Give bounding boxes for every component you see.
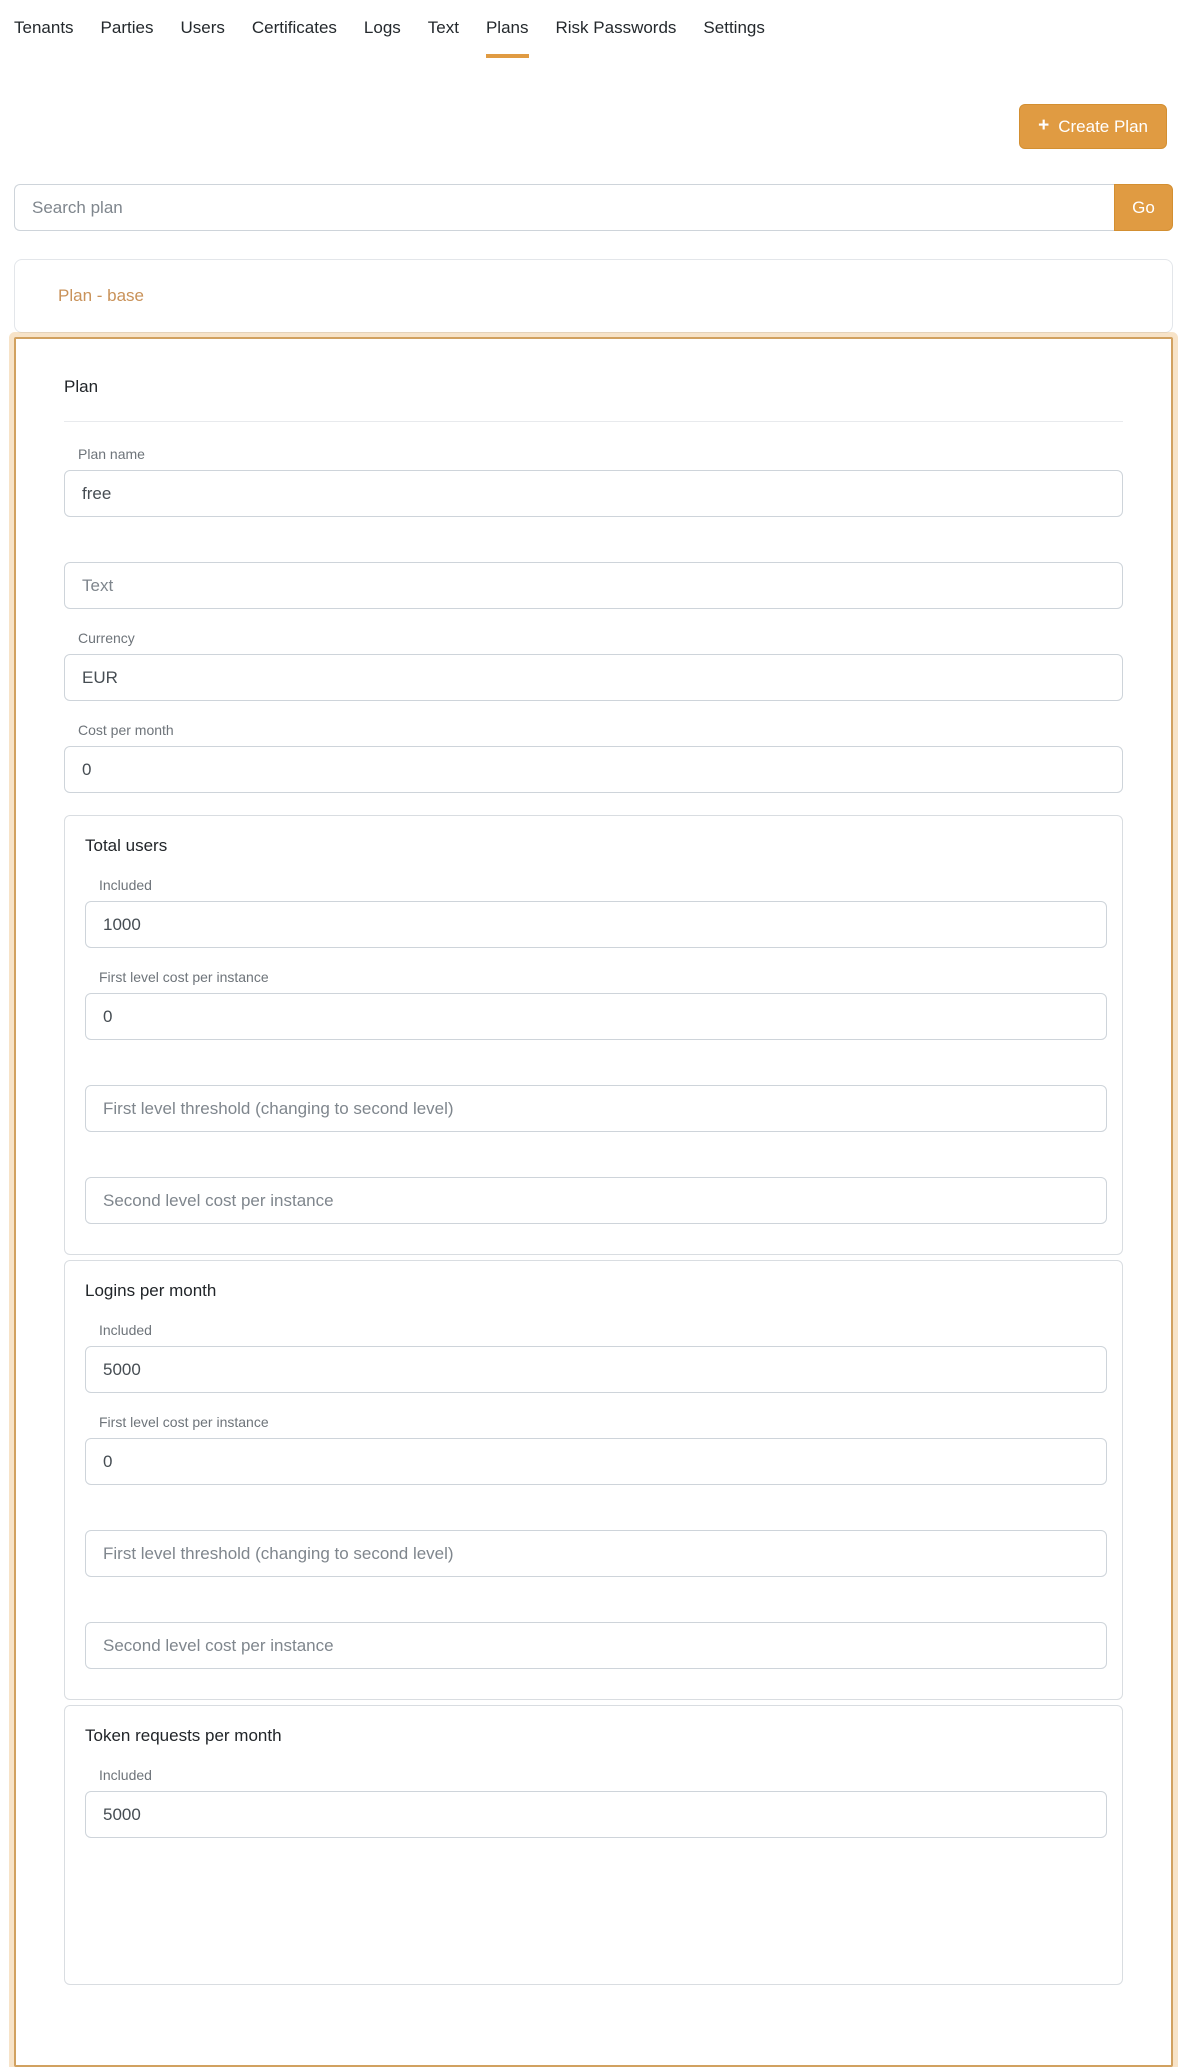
total-users-included-input[interactable] [85, 901, 1107, 948]
logins-second-level-cost-input[interactable] [85, 1622, 1107, 1669]
logins-per-month-title: Logins per month [85, 1281, 217, 1300]
logins-included-input[interactable] [85, 1346, 1107, 1393]
plus-icon: + [1038, 115, 1050, 136]
search-input[interactable] [14, 184, 1114, 231]
logins-first-level-threshold-input[interactable] [85, 1530, 1107, 1577]
token-requests-included-input[interactable] [85, 1791, 1107, 1838]
nav-item-settings[interactable]: Settings [703, 18, 765, 37]
token-requests-title: Token requests per month [85, 1726, 282, 1745]
field-token-requests-included [85, 1767, 1107, 1838]
plan-accordion-title[interactable]: Plan - base [58, 286, 144, 305]
nav-item-text[interactable]: Text [427, 18, 459, 37]
empty-label [99, 1598, 1107, 1615]
total-users-second-level-cost-input[interactable] [85, 1177, 1107, 1224]
first-level-cost-label: First level cost per instance [99, 969, 269, 985]
field-logins-included [85, 1322, 1107, 1393]
currency-input[interactable] [64, 654, 1123, 701]
field-total-users-first-level-cost [85, 969, 1107, 1040]
nav-item-users[interactable]: Users [180, 18, 225, 37]
total-users-title: Total users [85, 836, 168, 855]
nav-item-certificates[interactable]: Certificates [251, 18, 337, 37]
field-total-users-second-level-cost [85, 1153, 1107, 1224]
empty-label [99, 1153, 1107, 1170]
field-logins-first-level-cost [85, 1414, 1107, 1485]
field-total-users-included [85, 877, 1107, 948]
first-level-cost-label: First level cost per instance [99, 1414, 269, 1430]
nav-item-risk-passwords[interactable]: Risk Passwords [555, 18, 677, 37]
main-navbar [0, 0, 1187, 58]
plan-accordion-header[interactable] [14, 259, 1173, 333]
nav-item-tenants[interactable]: Tenants [14, 18, 74, 37]
currency-label: Currency [78, 630, 135, 646]
cost-per-month-label: Cost per month [78, 722, 174, 738]
create-plan-button[interactable] [1019, 104, 1167, 149]
field-logins-second-level-cost [85, 1598, 1107, 1669]
create-plan-label: Create Plan [1058, 116, 1148, 136]
plan-form-panel [14, 337, 1173, 2067]
included-label: Included [99, 877, 152, 893]
text-label [78, 538, 1123, 555]
total-users-first-level-cost-input[interactable] [85, 993, 1107, 1040]
field-plan-name [64, 446, 1123, 517]
field-currency [64, 630, 1123, 701]
text-input[interactable] [64, 562, 1123, 609]
search-group [14, 184, 1173, 231]
group-logins-per-month [64, 1260, 1123, 1700]
field-total-users-first-level-threshold [85, 1061, 1107, 1132]
nav-item-logs[interactable]: Logs [363, 18, 401, 37]
total-users-first-level-threshold-input[interactable] [85, 1085, 1107, 1132]
cost-per-month-input[interactable] [64, 746, 1123, 793]
search-go-button[interactable]: Go [1114, 184, 1173, 231]
form-section-title: Plan [64, 377, 99, 396]
group-total-users [64, 815, 1123, 1255]
toolbar-row [14, 104, 1173, 149]
included-label: Included [99, 1322, 152, 1338]
empty-label [99, 1061, 1107, 1078]
field-logins-first-level-threshold [85, 1506, 1107, 1577]
field-cost-per-month [64, 722, 1123, 793]
group-token-requests [64, 1705, 1123, 1985]
included-label: Included [99, 1767, 152, 1783]
nav-item-parties[interactable]: Parties [100, 18, 154, 37]
plan-name-input[interactable] [64, 470, 1123, 517]
nav-item-plans[interactable]: Plans [486, 18, 529, 58]
logins-first-level-cost-input[interactable] [85, 1438, 1107, 1485]
plan-name-label: Plan name [78, 446, 145, 462]
page-content [14, 104, 1173, 2067]
field-text [64, 538, 1123, 609]
empty-label [99, 1506, 1107, 1523]
form-divider [64, 421, 1123, 422]
